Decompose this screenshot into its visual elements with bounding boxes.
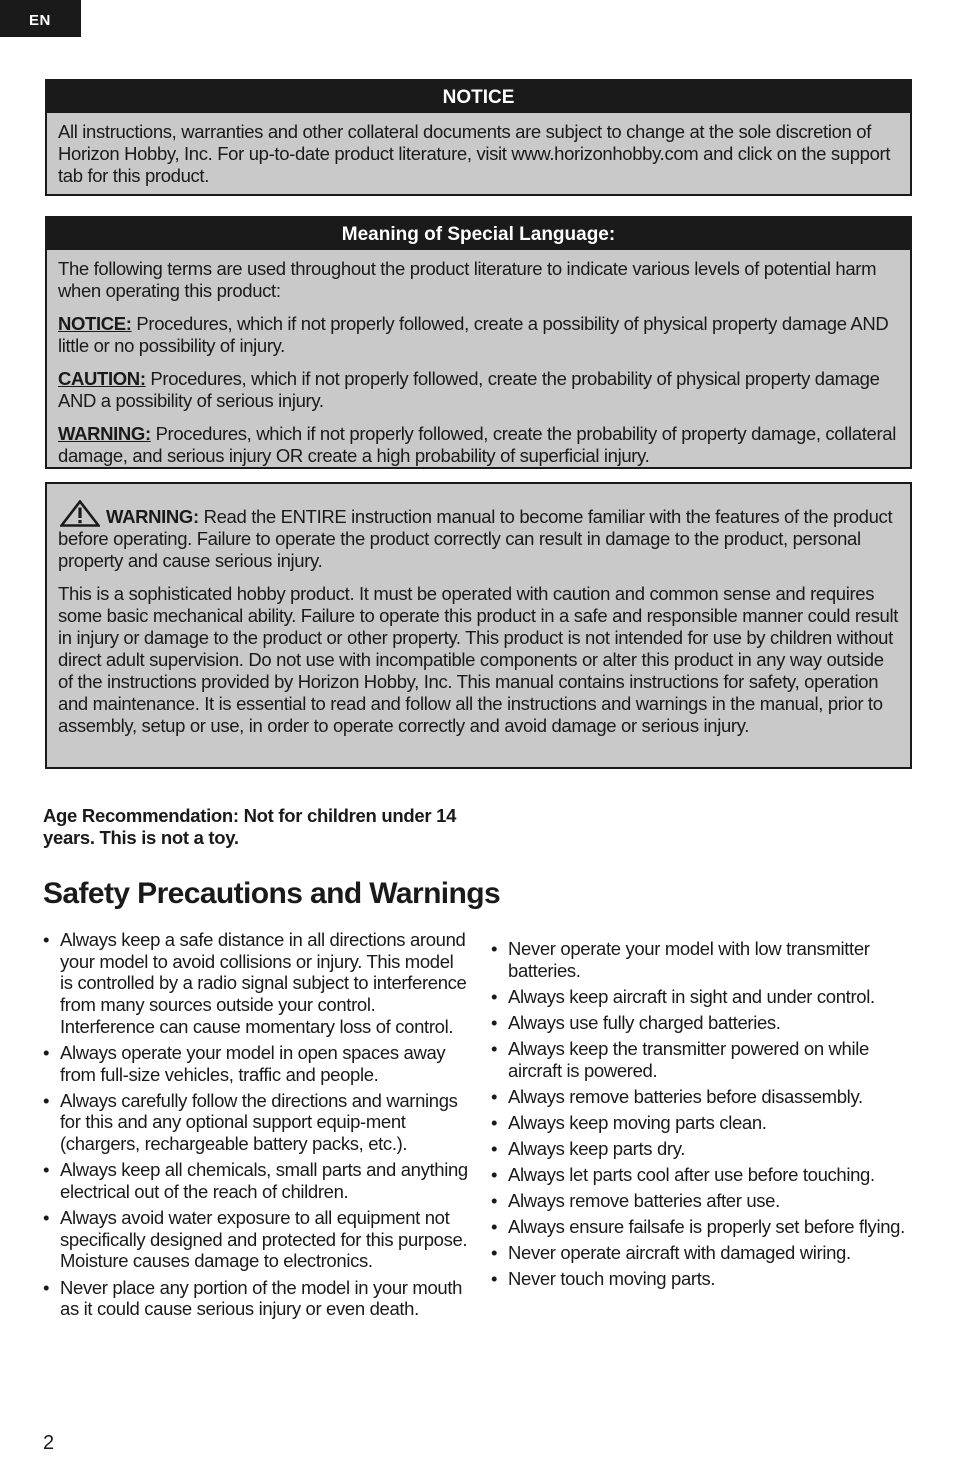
list-item: • Always keep aircraft in sight and under control. [491,986,921,1008]
special-language-title: Meaning of Special Language: [47,218,910,250]
notice-title: NOTICE [47,81,910,113]
warning-text: Read the ENTIRE instruction manual to become familiar with the features of the product before operating. Failure to operate the product correctly can result in damage to the product, personal property and cause serious injury. [58,506,893,571]
safety-list-left [43,929,468,1324]
list-item: • Always let parts cool after use before touching. [491,1164,921,1186]
term-warning [58,423,899,467]
list-item: • Always remove batteries after use. [491,1190,921,1212]
term-text: Procedures, which if not properly followed, create the probability of physical property damage AND a possibility of serious injury. [58,368,880,411]
age-recommendation: Age Recommendation: Not for children under 14 years. This is not a toy. [43,805,457,848]
special-language-intro: The following terms are used throughout the product literature to indicate various levels of potential harm when operating this product: [58,258,877,301]
term-text: Procedures, which if not properly followed, create a possibility of physical property damage AND little or no possibility of injury. [58,313,889,356]
list-item: • Always operate your model in open spaces away from full-size vehicles, traffic and people. [43,1042,468,1085]
term-text: Procedures, which if not properly followed, create the probability of property damage, collateral damage, and serious injury OR create a high probability of superficial injury. [58,423,896,466]
term-caution [58,368,899,412]
warning-paragraph [58,500,899,572]
list-item: • Always keep a safe distance in all directions around your model to avoid collisions or injury. This model is controlled by a radio signal subject to interference from many sources outside your control. Interference can cause momentary loss of control. [43,929,468,1038]
list-item: • Always keep parts dry. [491,1138,921,1160]
list-item: • Always keep all chemicals, small parts and anything electrical out of the reach of children. [43,1159,468,1202]
list-item: • Always carefully follow the directions and warnings for this and any optional support equip-ment (chargers, rechargeable battery packs, etc.). [43,1090,468,1155]
list-item: • Always use fully charged batteries. [491,1012,921,1034]
notice-box [45,79,912,196]
list-item: • Always ensure failsafe is properly set before flying. [491,1216,921,1238]
warning-paragraph-2: This is a sophisticated hobby product. It must be operated with caution and common sense and requires some basic mechanical ability. Failure to operate this product in a safe and responsible manner could result in injury or damage to the product or other property. This product is not intended for use by children without direct adult supervision. Do not use with incompatible components or alter this product in any way outside of the instructions provided by Horizon Hobby, Inc. This manual contains instructions for safety, operation and maintenance. It is essential to read and follow all the instructions and warnings in the manual, prior to assembly, setup or use, in order to operate correctly and avoid damage or serious injury. [58,583,899,736]
list-item: • Never place any portion of the model in your mouth as it could cause serious injury or even death. [43,1277,468,1320]
list-item: • Always keep the transmitter powered on while aircraft is powered. [491,1038,921,1081]
term-label: NOTICE: [58,313,132,334]
section-title: Safety Precautions and Warnings [43,877,501,910]
warning-label: WARNING: [106,506,199,527]
term-label: CAUTION: [58,368,146,389]
term-notice [58,313,899,357]
safety-list-right [491,938,921,1295]
list-item: • Always keep moving parts clean. [491,1112,921,1134]
notice-text: All instructions, warranties and other collateral documents are subject to change at the sole discretion of Horizon Hobby, Inc. For up-to-date product literature, visit www.horizonhobby.com and click on the support tab for this product. [58,121,891,186]
list-item: • Never operate your model with low transmitter batteries. [491,938,921,981]
term-label: WARNING: [58,423,151,444]
page-number: 2 [43,1432,55,1454]
list-item: • Always remove batteries before disassembly. [491,1086,921,1108]
list-item: • Always avoid water exposure to all equipment not specifically designed and protected for this purpose. Moisture causes damage to electronics. [43,1207,468,1272]
warning-box [45,482,912,769]
special-language-box [45,216,912,469]
warning-triangle-icon [60,500,100,527]
list-item: • Never touch moving parts. [491,1268,921,1290]
list-item: • Never operate aircraft with damaged wiring. [491,1242,921,1264]
language-tab: EN [0,0,81,37]
